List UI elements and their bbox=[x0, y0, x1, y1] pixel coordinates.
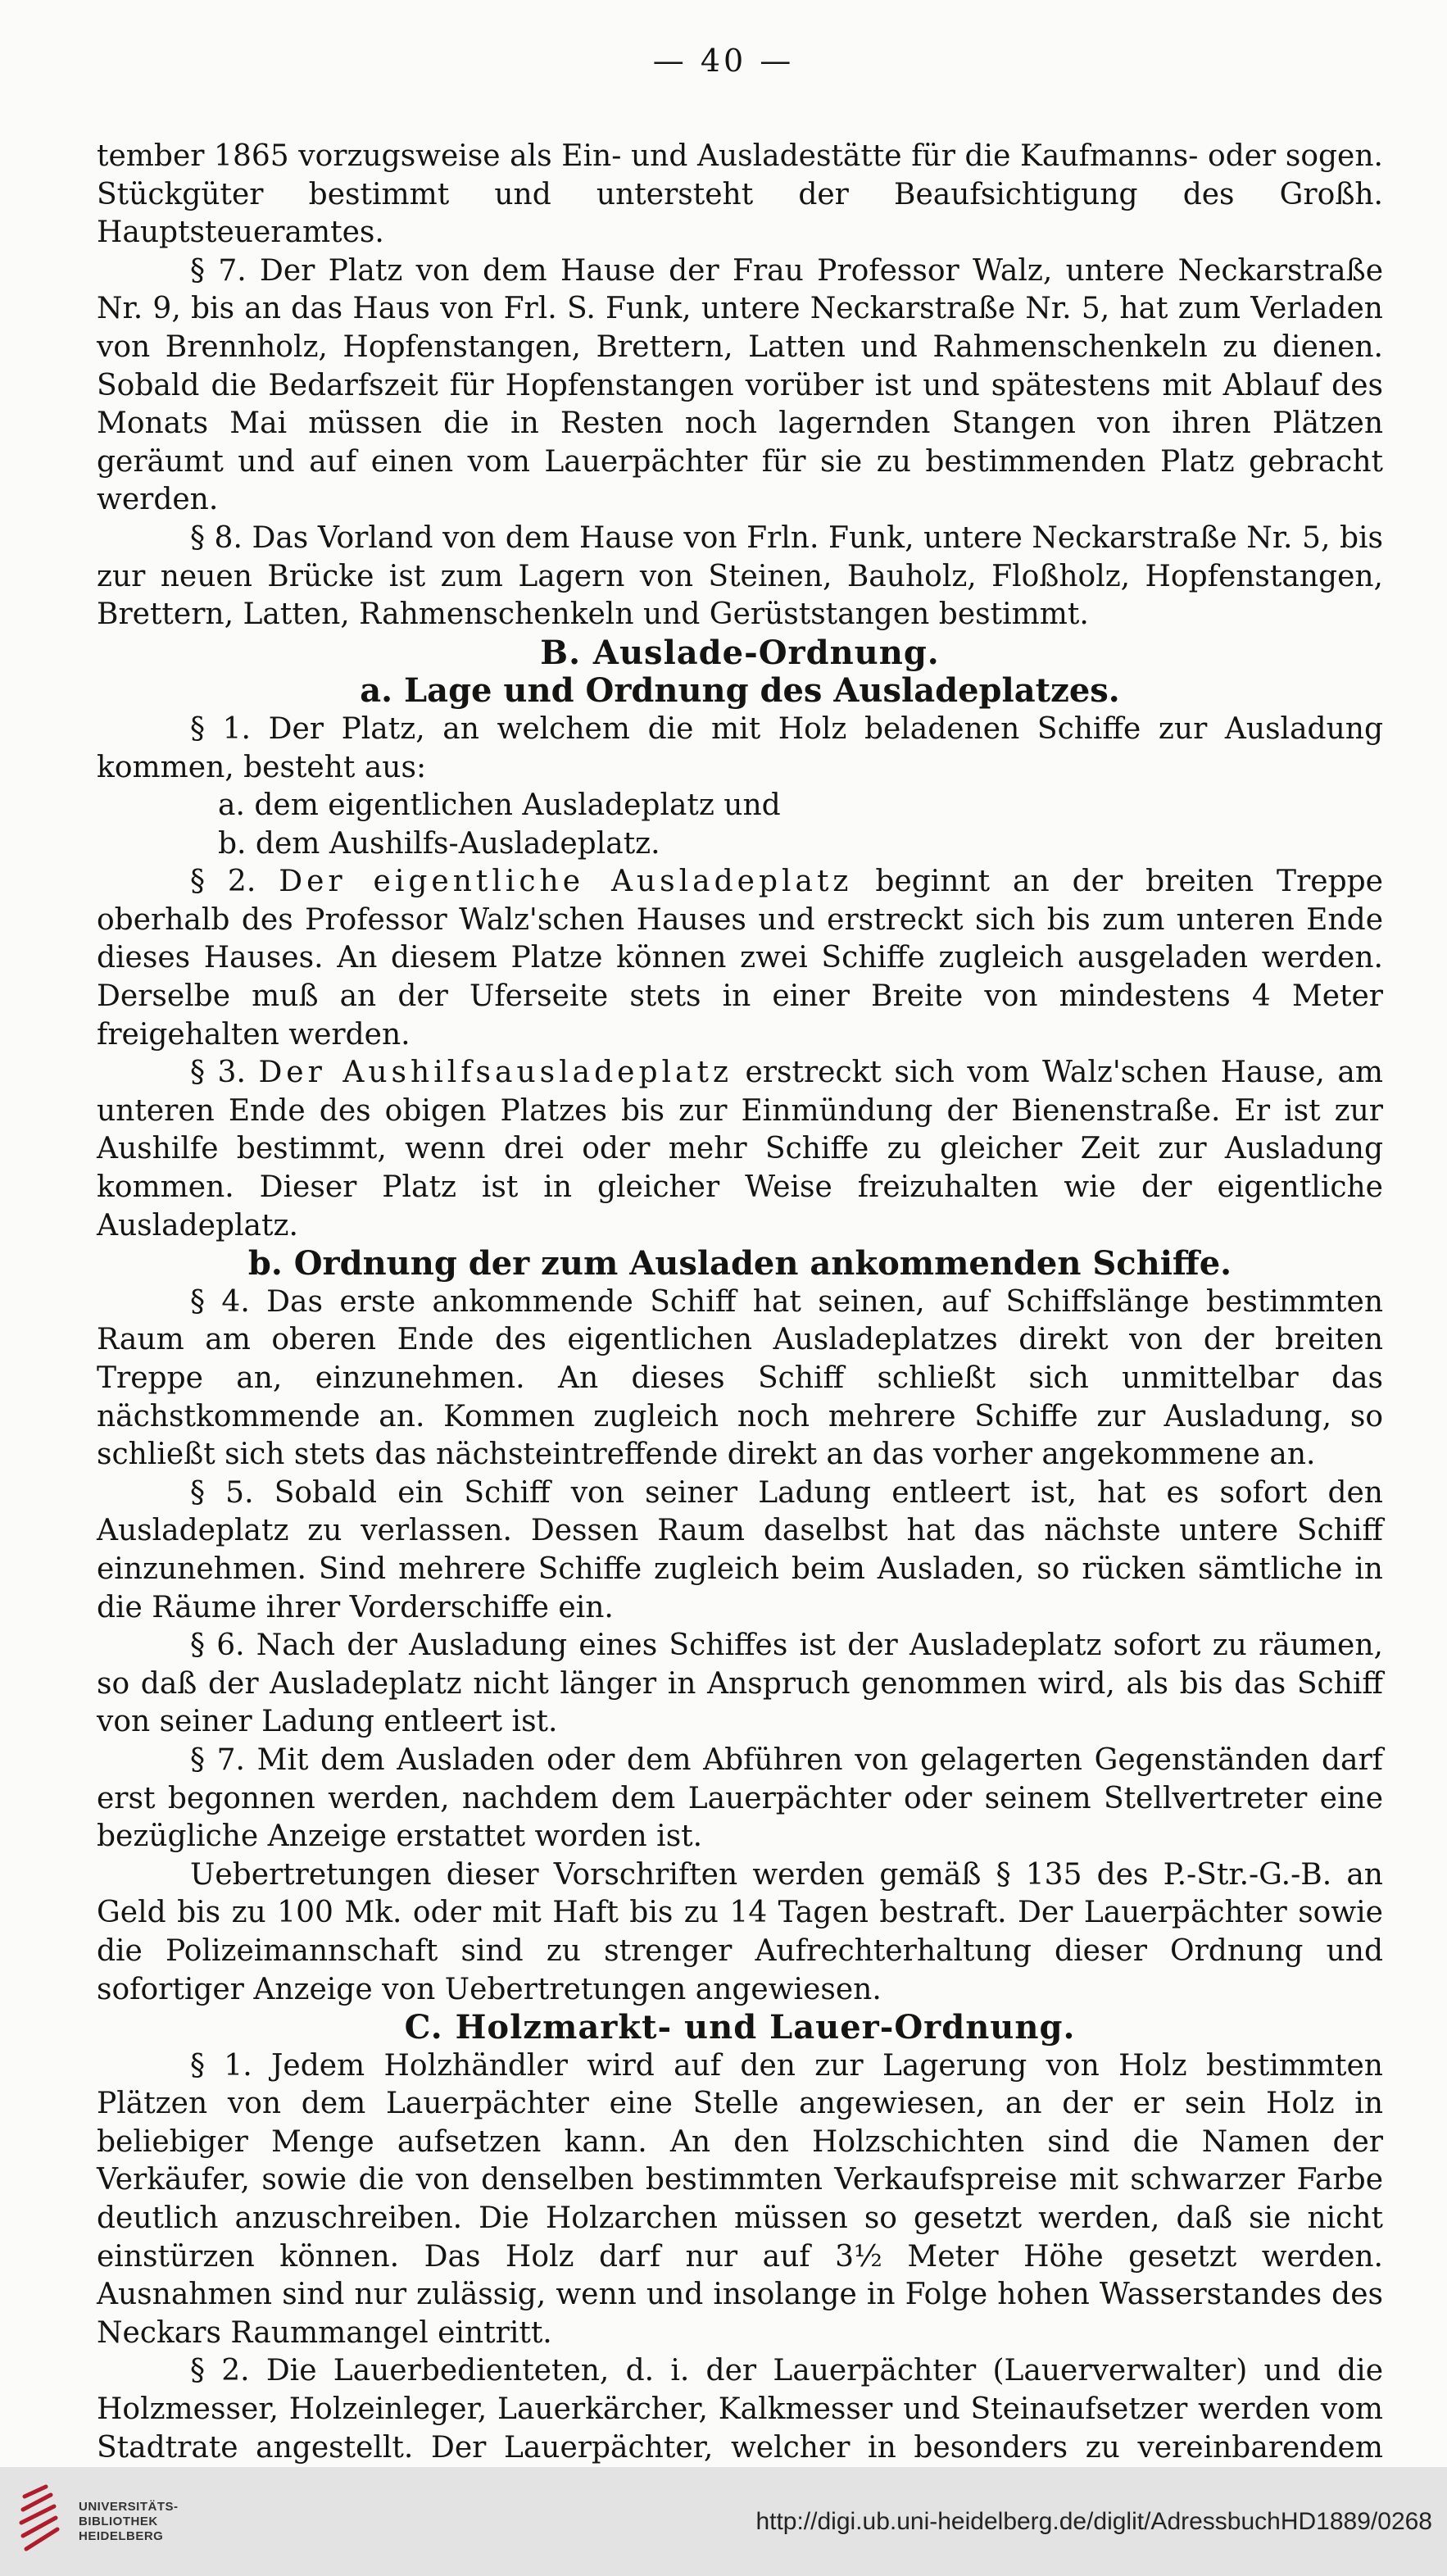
paragraph: § 6. Nach der Ausladung eines Schiffes ist der Ausladeplatz sofort zu räumen, so daß der Ausladeplatz nicht länger in Anspruch genommen wird, als bis das Schiff von seiner Ladung entleert ist. bbox=[97, 1629, 1383, 1739]
document-body bbox=[97, 138, 1383, 2506]
paragraph: tember 1865 vorzugsweise als Ein- und Ausladestätte für die Kaufmanns- oder sogen. Stückgüter bestimmt und untersteht der Beaufsichtigung des Großh. Hauptsteueramtes. bbox=[97, 139, 1383, 250]
paragraph bbox=[97, 863, 1383, 1054]
paragraph: § 4. Das erste ankommende Schiff hat seinen, auf Schiffslänge bestimmten Raum am oberen Ende des eigentlichen Ausladeplatzes direkt von der breiten Treppe an, einzunehmen. An dieses Schiff schließt sich unmittelbar das nächstkommende an. Kommen zugleich noch mehrere Schiffe zur Ausladung, so schließt sich stets das nächsteintreffende direkt an das vorher angekommene an. bbox=[97, 1284, 1383, 1472]
paragraph-number: § 2. bbox=[190, 865, 256, 899]
paragraph bbox=[97, 1054, 1383, 1245]
library-name bbox=[79, 2500, 179, 2544]
spaced-term: Der Aushilfsausladeplatz bbox=[258, 1056, 733, 1090]
library-logo-icon bbox=[15, 2480, 64, 2562]
paragraph: § 1. Jedem Holzhändler wird auf den zur Lagerung von Holz bestimmten Plätzen von dem Lauerpächter eine Stelle angewiesen, an der er sein Holz in beliebiger Menge aufsetzen kann. An den Holzschichten sind die Namen der Verkäufer, sowie die von denselben bestimmten Verkaufspreise mit schwarzer Farbe deutlich anzuschreiben. Die Holzarchen müssen so gesetzt werden, daß sie nicht einstürzen können. Das Holz darf nur auf 3½ Meter Höhe gesetzt werden. Ausnahmen sind nur zulässig, wenn und insolange in Folge hohen Wasserstandes des Neckars Raummangel eintritt. bbox=[97, 2048, 1383, 2350]
section-heading-b: B. Auslade-Ordnung. bbox=[540, 633, 940, 672]
subsection-heading-b: b. Ordnung der zum Ausladen ankommenden Schiffe. bbox=[247, 1244, 1232, 1283]
subsection-heading-a: a. Lage und Ordnung des Ausladeplatzes. bbox=[360, 671, 1120, 711]
paragraph: § 5. Sobald ein Schiff von seiner Ladung entleert ist, hat es sofort den Ausladeplatz zu verlassen. Dessen Raum daselbst hat das nächste untere Schiff einzunehmen. Sind mehrere Schiffe zugleich beim Ausladen, so rücken sämtliche in die Räume ihrer Vorderschiffe ein. bbox=[97, 1475, 1383, 1624]
list-item: a. dem eigentlichen Ausladeplatz und bbox=[218, 788, 781, 823]
page-number: — 40 — bbox=[652, 43, 795, 79]
paragraph: § 7. Mit dem Ausladen oder dem Abführen von gelagerten Gegenständen darf erst begonnen werden, nachdem dem Lauerpächter oder seinem Stellvertreter eine bezügliche Anzeige erstattet worden ist. bbox=[97, 1742, 1383, 1854]
paragraph: § 2. Die Lauerbedienteten, d. i. der Lauerpächter (Lauerverwalter) und die Holzmesser, Holzeinleger, Lauerkärcher, Kalkmesser und Steinaufsetzer werden vom Stadtrate angestellt. Der Lauerpächter, welcher in besonders zu vereinbarendem bbox=[97, 2354, 1383, 2465]
paragraph-number: § 3. bbox=[190, 1056, 246, 1090]
paragraph-text: beginnt an der breiten Treppe oberhalb des Professor Walz'schen Hauses und erstreckt sich bis zum unteren Ende dieses Hauses. An diesem Platze können zwei Schiffe zugleich ausgeladen werden. Derselbe muß an der Uferseite stets in einer Breite von mindestens 4 Meter freigehalten werden. bbox=[97, 865, 1383, 1052]
library-name-line: HEIDELBERG bbox=[79, 2529, 164, 2543]
list-item: b. dem Aushilfs-Ausladeplatz. bbox=[218, 826, 660, 861]
spaced-term: Der eigentliche Ausladeplatz bbox=[279, 865, 853, 899]
library-name-line: UNIVERSITÄTS- bbox=[79, 2500, 179, 2514]
paragraph: Uebertretungen dieser Vorschriften werden gemäß § 135 des P.-Str.-G.-B. an Geld bis zu 100 Mk. oder mit Haft bis zu 14 Tagen bestraft. Der Lauerpächter sowie die Polizeimannschaft sind zu strenger Aufrechterhaltung dieser Ordnung und sofortiger Anzeige von Uebertretungen angewiesen. bbox=[97, 1857, 1383, 2006]
section-heading-c: C. Holzmarkt- und Lauer-Ordnung. bbox=[404, 2008, 1076, 2047]
paragraph: § 8. Das Vorland von dem Hause von Frln. Funk, untere Neckarstraße Nr. 5, bis zur neuen Brücke ist zum Lagern von Steinen, Bauholz, Floßholz, Hopfenstangen, Brettern, Latten, Rahmenschenkeln und Gerüststangen bestimmt. bbox=[97, 520, 1383, 632]
source-url-link[interactable]: http://digi.ub.uni-heidelberg.de/diglit/AdressbuchHD1889/0268 bbox=[755, 2508, 1432, 2535]
paragraph: § 7. Der Platz von dem Hause der Frau Professor Walz, untere Neckarstraße Nr. 9, bis an das Haus von Frl. S. Funk, untere Neckarstraße Nr. 5, hat zum Verladen von Brennholz, Hopfenstangen, Brettern, Latten und Rahmenschenkeln zu dienen. Sobald die Bedarfszeit für Hopfenstangen vorüber ist und spätestens mit Ablauf des Monats Mai müssen die in Resten noch lagernden Stangen von ihren Plätzen geräumt und auf einen vom Lauerpächter für sie zu bestimmenden Platz gebracht werden. bbox=[97, 253, 1383, 517]
paragraph-text: erstreckt sich vom Walz'schen Hause, am unteren Ende des obigen Platzes bis zur Einmündung der Bienenstraße. Er ist zur Aushilfe bestimmt, wenn drei oder mehr Schiffe zu gleicher Zeit zur Ausladung kommen. Dieser Platz ist in gleicher Weise freizuhalten wie der eigentliche Ausladeplatz. bbox=[97, 1056, 1383, 1243]
footer-bar bbox=[0, 2467, 1447, 2576]
library-name-line: BIBLIOTHEK bbox=[79, 2515, 158, 2528]
paragraph: § 1. Der Platz, an welchem die mit Holz beladenen Schiffe zur Ausladung kommen, besteht aus: bbox=[97, 711, 1383, 784]
